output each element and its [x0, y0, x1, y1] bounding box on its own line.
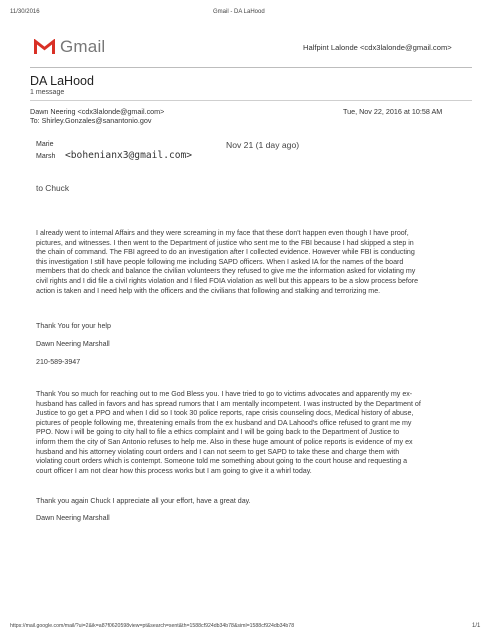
- quoted-to: to Chuck: [36, 183, 70, 193]
- signature: Dawn Neering Marshall: [36, 340, 110, 348]
- print-date: 11/30/2016: [10, 9, 40, 15]
- divider: [30, 67, 472, 68]
- text-line: action is taken and I need help with the officers and the civilians that following and stalking and terrorizing me.: [36, 286, 381, 295]
- phone-number: 210-589-3947: [36, 358, 81, 366]
- sender: Dawn Neering <cdx3lalonde@gmail.com>: [30, 107, 165, 116]
- text-line: civil rights and I did file a civil rights violation and I filed FOIA violation as well but this appears to be a slow process before: [36, 276, 419, 285]
- quoted-name-last: Marsh: [36, 153, 56, 160]
- message-count: 1 message: [30, 89, 65, 96]
- email-date: Tue, Nov 22, 2016 at 10:58 AM: [343, 107, 443, 116]
- text-line: PPO. Now i will be going to city hall to file a ethics complaint and I will be going back to the Department of Justice to: [36, 428, 400, 437]
- divider: [30, 100, 472, 101]
- text-line: I already went to internal Affairs and they were screaming in my face that these don't happen even though I have proof,: [36, 229, 409, 237]
- text-line: Justice to go get a PPO and when I did so I took 30 police reports, rape crisis counseling docs, Medical history of abuse,: [36, 409, 414, 418]
- closing-line: Thank you again Chuck I appreciate all your effort, have a great day.: [36, 497, 251, 505]
- text-line: this investigation I still have people following me including SAPD officers. When I asked IA for the names of the board: [36, 257, 404, 266]
- quoted-name-first: Marie: [36, 141, 54, 148]
- text-line: violating court orders which is contempt. Someone told me something about going to the court house and requesting a: [36, 457, 408, 466]
- text-line: the chain of command. The FBI agreed to do an investigation after I collected evidence. However while FBI is conducting: [36, 248, 415, 257]
- text-line: Thank You so much for reaching out to me God Bless you. I have tried to go to victims advocates and apparently my ex-: [36, 390, 413, 398]
- quoted-date: Nov 21 (1 day ago): [226, 140, 300, 150]
- print-url: https://mail.google.com/mail/?ui=2&ik=a87f0620598view=pt&search=sent&th=1588cf924db34b78&siml=1588cf924db34b78: [10, 623, 295, 629]
- text-line: members that do check and balance the civilian volunteers they refused to give me the information asked for violating my: [36, 267, 416, 276]
- body-paragraph-1: [36, 229, 466, 296]
- signature: Dawn Neering Marshall: [36, 514, 110, 522]
- text-line: husband has called in favors and has spread rumors that I am mentally incompetent. I was instructed by the Department of: [36, 399, 421, 408]
- text-line: husband and his attorney violating court orders and I can not seem to get SAPD to take these and charge them with: [36, 447, 400, 456]
- text-line: pictures of people following me, threatening emails from the ex husband and DA Lahood's office refused to grant me my: [36, 418, 412, 427]
- text-line: inform them the city of San Antonio refuses to help me. Also in these huge amount of police reports is evidence of my ex: [36, 437, 413, 446]
- body-paragraph-2: [36, 390, 466, 476]
- print-title: Gmail - DA LaHood: [213, 9, 265, 15]
- thanks-line: Thank You for your help: [36, 322, 111, 330]
- text-line: pictures, and witnesses. I then went to the Department of justice who sent me to the FBI because I had skipped a step in: [36, 238, 414, 247]
- recipient: To: Shirley.Gonzales@sanantonio.gov: [30, 116, 152, 125]
- text-line: court officer I am not clear how this process works but I am going to give it a whirl today.: [36, 466, 312, 475]
- account-label: Halfpint Lalonde <cdx3lalonde@gmail.com>: [303, 43, 452, 52]
- email-subject: DA LaHood: [30, 74, 94, 88]
- quoted-email: <bohenianx3@gmail.com>: [65, 150, 193, 161]
- gmail-wordmark: Gmail: [60, 37, 106, 56]
- gmail-logo[interactable]: [34, 37, 105, 57]
- gmail-envelope-icon: [34, 39, 55, 55]
- page-number: 1/1: [472, 623, 481, 629]
